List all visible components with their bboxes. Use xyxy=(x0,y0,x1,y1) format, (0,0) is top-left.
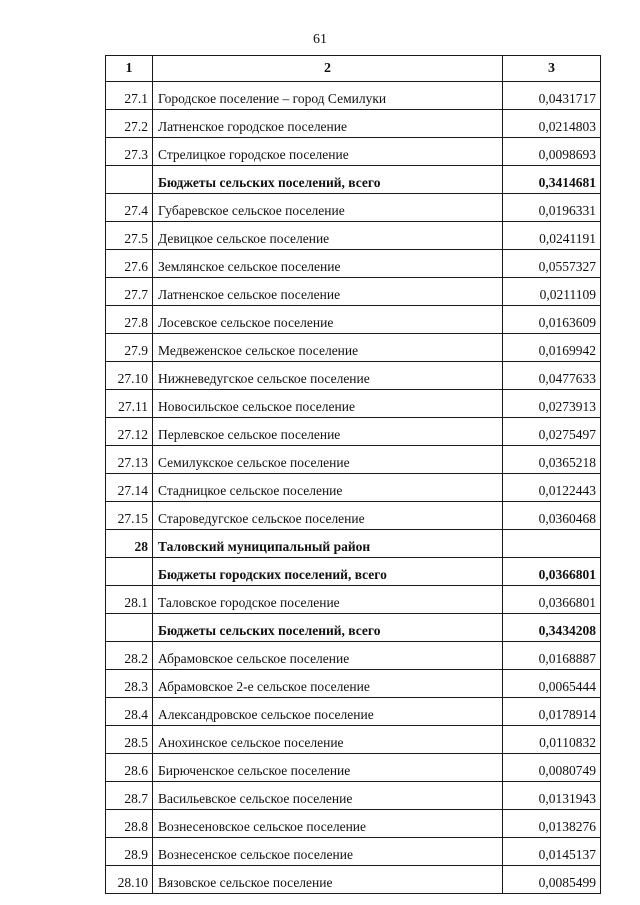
row-name: Латненское сельское поселение xyxy=(153,278,503,306)
row-name: Перлевское сельское поселение xyxy=(153,418,503,446)
table-row xyxy=(106,614,601,642)
row-value: 0,0168887 xyxy=(503,642,601,670)
table-row xyxy=(106,754,601,782)
row-value: 0,0431717 xyxy=(503,82,601,110)
row-name: Таловское городское поселение xyxy=(153,586,503,614)
row-value: 0,0110832 xyxy=(503,726,601,754)
row-value: 0,0557327 xyxy=(503,250,601,278)
row-number: 27.8 xyxy=(106,306,153,334)
row-number: 28.3 xyxy=(106,670,153,698)
row-value: 0,0098693 xyxy=(503,138,601,166)
row-name: Абрамовское сельское поселение xyxy=(153,642,503,670)
row-number: 27.14 xyxy=(106,474,153,502)
table-row xyxy=(106,362,601,390)
row-number: 27.7 xyxy=(106,278,153,306)
row-name: Анохинское сельское поселение xyxy=(153,726,503,754)
row-value: 0,3434208 xyxy=(503,614,601,642)
row-number xyxy=(106,166,153,194)
row-number: 28.4 xyxy=(106,698,153,726)
table-row xyxy=(106,390,601,418)
row-number: 27.15 xyxy=(106,502,153,530)
row-name: Городское поселение – город Семилуки xyxy=(153,82,503,110)
row-value: 0,0196331 xyxy=(503,194,601,222)
row-value: 0,0214803 xyxy=(503,110,601,138)
table-row xyxy=(106,838,601,866)
header-col-3: 3 xyxy=(503,56,601,82)
row-number: 27.10 xyxy=(106,362,153,390)
table-row xyxy=(106,110,601,138)
row-number: 28.1 xyxy=(106,586,153,614)
row-number: 27.6 xyxy=(106,250,153,278)
row-name: Вязовское сельское поселение xyxy=(153,866,503,894)
row-value: 0,0065444 xyxy=(503,670,601,698)
header-col-2: 2 xyxy=(153,56,503,82)
row-number: 28.7 xyxy=(106,782,153,810)
table-row xyxy=(106,502,601,530)
row-number: 27.3 xyxy=(106,138,153,166)
row-value: 0,0366801 xyxy=(503,586,601,614)
row-name: Вознесенское сельское поселение xyxy=(153,838,503,866)
row-value: 0,0275497 xyxy=(503,418,601,446)
row-name: Новосильское сельское поселение xyxy=(153,390,503,418)
row-number: 27.13 xyxy=(106,446,153,474)
row-value: 0,0241191 xyxy=(503,222,601,250)
row-value: 0,0273913 xyxy=(503,390,601,418)
row-value: 0,0169942 xyxy=(503,334,601,362)
row-number: 27.9 xyxy=(106,334,153,362)
row-name: Землянское сельское поселение xyxy=(153,250,503,278)
row-name: Абрамовское 2-е сельское поселение xyxy=(153,670,503,698)
header-col-1: 1 xyxy=(106,56,153,82)
budget-share-table xyxy=(105,55,601,894)
row-name: Васильевское сельское поселение xyxy=(153,782,503,810)
row-number: 28.10 xyxy=(106,866,153,894)
row-value: 0,0211109 xyxy=(503,278,601,306)
table-row xyxy=(106,306,601,334)
row-name: Медвеженское сельское поселение xyxy=(153,334,503,362)
row-number: 28 xyxy=(106,530,153,558)
row-name: Бирюченское сельское поселение xyxy=(153,754,503,782)
row-value: 0,0366801 xyxy=(503,558,601,586)
row-name: Латненское городское поселение xyxy=(153,110,503,138)
page-number: 61 xyxy=(313,32,327,47)
row-name: Семилукское сельское поселение xyxy=(153,446,503,474)
row-value: 0,0163609 xyxy=(503,306,601,334)
row-number xyxy=(106,558,153,586)
row-name: Бюджеты сельских поселений, всего xyxy=(153,166,503,194)
table-row xyxy=(106,670,601,698)
table-row xyxy=(106,278,601,306)
row-value: 0,0122443 xyxy=(503,474,601,502)
table-row xyxy=(106,866,601,894)
table-row xyxy=(106,334,601,362)
table-row xyxy=(106,446,601,474)
table-body xyxy=(106,82,601,894)
row-number xyxy=(106,614,153,642)
table-row xyxy=(106,698,601,726)
table-row xyxy=(106,726,601,754)
row-name: Таловский муниципальный район xyxy=(153,530,503,558)
row-number: 27.5 xyxy=(106,222,153,250)
row-number: 27.1 xyxy=(106,82,153,110)
table-row xyxy=(106,222,601,250)
row-value xyxy=(503,530,601,558)
table-row xyxy=(106,782,601,810)
table-row xyxy=(106,250,601,278)
row-name: Александровское сельское поселение xyxy=(153,698,503,726)
row-name: Девицкое сельское поселение xyxy=(153,222,503,250)
row-number: 28.5 xyxy=(106,726,153,754)
table-row xyxy=(106,194,601,222)
table-header xyxy=(106,56,601,82)
row-number: 27.12 xyxy=(106,418,153,446)
table-row xyxy=(106,558,601,586)
row-number: 28.6 xyxy=(106,754,153,782)
row-value: 0,0477633 xyxy=(503,362,601,390)
table-row xyxy=(106,166,601,194)
row-value: 0,0360468 xyxy=(503,502,601,530)
row-name: Староведугское сельское поселение xyxy=(153,502,503,530)
row-name: Лосевское сельское поселение xyxy=(153,306,503,334)
row-name: Вознесеновское сельское поселение xyxy=(153,810,503,838)
row-value: 0,3414681 xyxy=(503,166,601,194)
table-row xyxy=(106,586,601,614)
row-number: 28.9 xyxy=(106,838,153,866)
row-name: Бюджеты городских поселений, всего xyxy=(153,558,503,586)
row-number: 27.2 xyxy=(106,110,153,138)
row-value: 0,0085499 xyxy=(503,866,601,894)
table-row xyxy=(106,418,601,446)
row-number: 28.2 xyxy=(106,642,153,670)
table-row xyxy=(106,810,601,838)
row-value: 0,0138276 xyxy=(503,810,601,838)
table-row xyxy=(106,642,601,670)
row-name: Стадницкое сельское поселение xyxy=(153,474,503,502)
row-value: 0,0145137 xyxy=(503,838,601,866)
row-value: 0,0178914 xyxy=(503,698,601,726)
row-value: 0,0365218 xyxy=(503,446,601,474)
row-number: 27.11 xyxy=(106,390,153,418)
table-row xyxy=(106,82,601,110)
row-number: 28.8 xyxy=(106,810,153,838)
row-name: Бюджеты сельских поселений, всего xyxy=(153,614,503,642)
table-row xyxy=(106,474,601,502)
row-number: 27.4 xyxy=(106,194,153,222)
row-name: Нижневедугское сельское поселение xyxy=(153,362,503,390)
row-value: 0,0131943 xyxy=(503,782,601,810)
row-name: Губаревское сельское поселение xyxy=(153,194,503,222)
row-name: Стрелицкое городское поселение xyxy=(153,138,503,166)
table-row xyxy=(106,138,601,166)
row-value: 0,0080749 xyxy=(503,754,601,782)
table-row xyxy=(106,530,601,558)
